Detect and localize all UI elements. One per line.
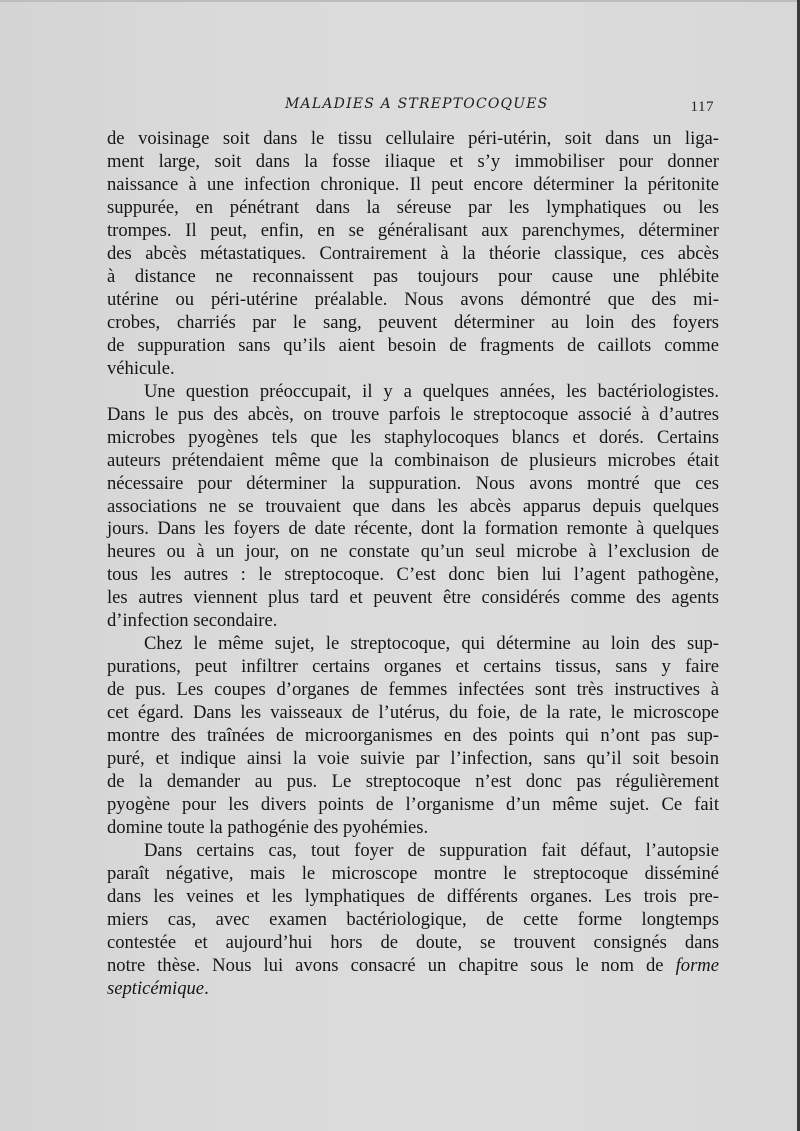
text-segment: notre thèse. Nous lui avons consacré un chapitre sous le nom de (107, 954, 664, 976)
text-line: associations ne se trouvaient que dans les abcès apparus depuis quelques (107, 495, 719, 517)
text-line: domine toute la pathogénie des pyohémies. (107, 817, 429, 839)
final-punctuation: . (204, 977, 209, 999)
text-line: trompes. Il peut, enfin, en se généralisant aux parenchymes, déterminer (107, 219, 719, 241)
text-line: de voisinage soit dans le tissu cellulaire péri-utérin, soit dans un liga- (107, 128, 719, 149)
text-line: crobes, charriés par le sang, peuvent déterminer au loin des foyers (107, 311, 719, 333)
body-text (107, 128, 719, 1001)
paragraph-1 (107, 128, 719, 381)
italic-term: septicémique (107, 977, 205, 999)
text-line: auteurs prétendaient même que la combinaison de plusieurs microbes était (107, 449, 719, 471)
text-line: utérine ou péri-utérine préalable. Nous avons démontré que des mi- (107, 288, 719, 310)
text-line: à distance ne reconnaissent pas toujours pour cause une phlébite (107, 265, 719, 287)
running-title: MALADIES A STREPTOCOQUES (285, 96, 549, 112)
text-line: les autres viennent plus tard et peuvent être considérés comme des agents (107, 587, 719, 609)
running-head (107, 96, 719, 114)
text-line: paraît négative, mais le microscope montre le streptocoque disséminé (107, 863, 719, 884)
text-line: puré, et indique ainsi la voie suivie par l’infection, sans qu’il soit besoin (107, 748, 719, 770)
text-line: microbes pyogènes tels que les staphylocoques blancs et dorés. Certains (107, 426, 719, 448)
text-line: montre des traînées de microorganismes en des points qui n’ont pas sup- (107, 725, 719, 747)
text-line: dans les veines et les lymphatiques de différents organes. Les trois pre- (107, 885, 719, 907)
text-line: de pus. Les coupes d’organes de femmes infectées sont très instructives à (107, 679, 719, 701)
paragraph-2 (107, 381, 719, 634)
text-line: contestée et aujourd’hui hors de doute, se trouvent consignés dans (107, 931, 719, 953)
text-line: purations, peut infiltrer certains organes et certains tissus, sans y faire (107, 656, 719, 678)
text-line: jours. Dans les foyers de date récente, dont la formation remonte à quelques (107, 518, 719, 540)
italic-term: forme (675, 954, 719, 976)
page-number: 117 (690, 99, 714, 115)
text-line: de suppuration sans qu’ils aient besoin de fragments de caillots comme (107, 334, 719, 356)
text-line: des abcès métastatiques. Contrairement à la théorie classique, ces abcès (107, 242, 719, 264)
text-line: Dans certains cas, tout foyer de suppuration fait défaut, l’autopsie (144, 840, 719, 862)
text-line: Dans le pus des abcès, on trouve parfois le streptocoque associé à d’autres (107, 403, 719, 425)
page-top-edge (0, 0, 800, 2)
paragraph-4 (107, 840, 719, 1001)
text-line: véhicule. (107, 357, 175, 379)
text-line: Chez le même sujet, le streptocoque, qui détermine au loin des sup- (144, 633, 719, 655)
text-line: miers cas, avec examen bactériologique, de cette forme longtemps (107, 908, 719, 930)
text-line: naissance à une infection chronique. Il peut encore déterminer la péritonite (107, 173, 719, 195)
text-line: de la demander au pus. Le streptocoque n’est donc pas régulièrement (107, 771, 719, 793)
text-line: cet égard. Dans les vaisseaux de l’utérus, du foie, de la rate, le microscope (107, 702, 719, 724)
text-line-with-italic (107, 955, 719, 978)
text-line: ment large, soit dans la fosse iliaque et s’y immobiliser pour donner (107, 150, 719, 172)
text-line-final (107, 978, 719, 1001)
text-line: suppurée, en pénétrant dans la séreuse par les lymphatiques ou les (107, 196, 719, 218)
text-line: Une question préoccupait, il y a quelques années, les bactériologistes. (144, 380, 719, 402)
text-line: pyogène pour les divers points de l’organisme d’un même sujet. Ce fait (107, 794, 719, 816)
text-line: tous les autres : le streptocoque. C’est donc bien lui l’agent pathogène, (107, 564, 719, 586)
paragraph-3 (107, 633, 719, 840)
text-line: heures ou à un jour, on ne constate qu’un seul microbe à l’exclusion de (107, 541, 719, 563)
text-line: nécessaire pour déterminer la suppuration. Nous avons montré que ces (107, 472, 719, 494)
text-line: d’infection secondaire. (107, 610, 278, 632)
